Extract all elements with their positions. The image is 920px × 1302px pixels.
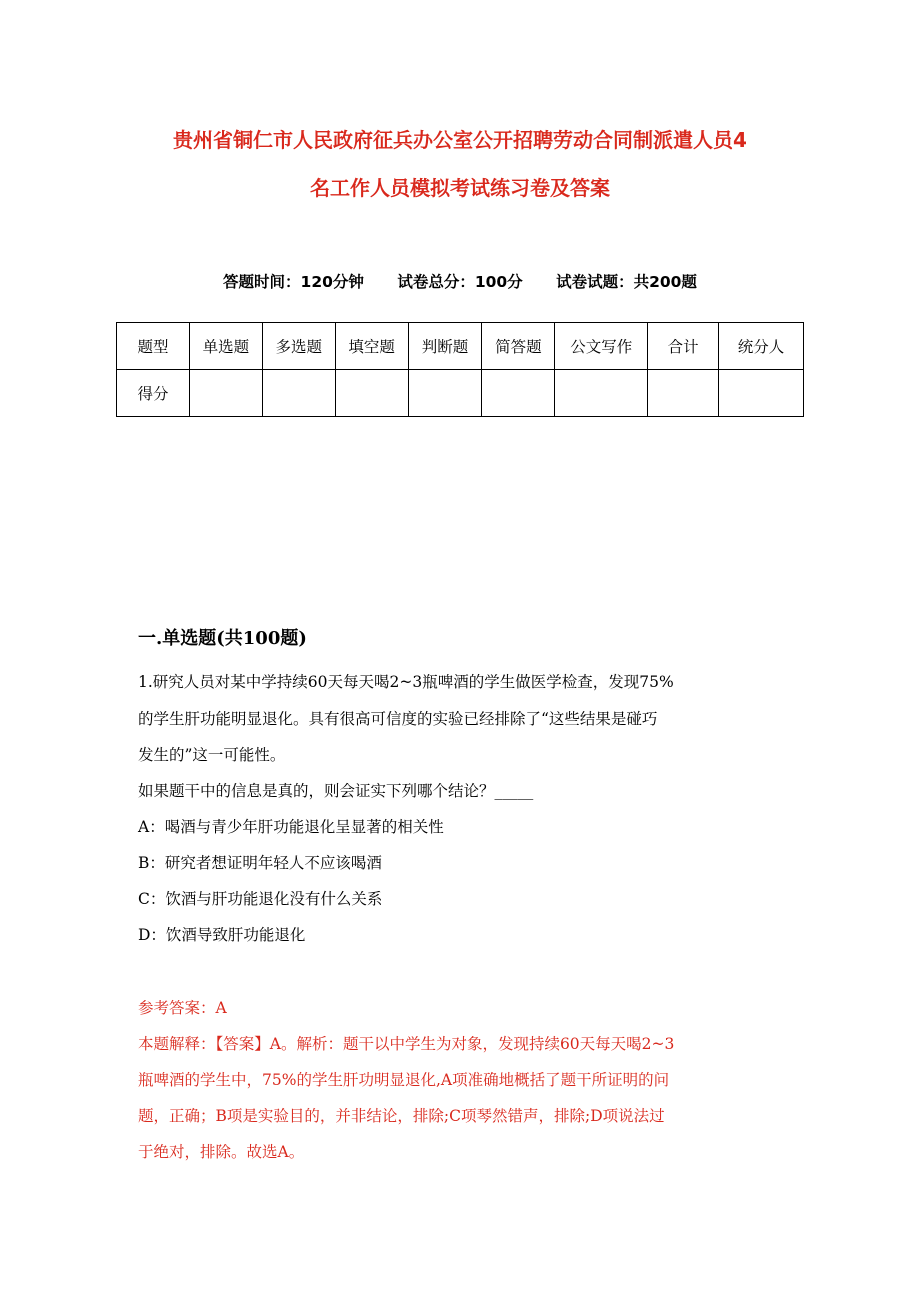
score-table-header-row: [117, 323, 804, 370]
question-stem-line: 如果题干中的信息是真的，则会证实下列哪个结论？_____: [138, 782, 534, 800]
section-heading: 一.单选题(共100题): [138, 628, 307, 649]
score-cell: [555, 370, 648, 417]
score-table-header: 多选题: [262, 323, 335, 370]
score-cell: [408, 370, 482, 417]
score-table-header: 单选题: [189, 323, 262, 370]
score-table-header: 填空题: [335, 323, 408, 370]
exam-total-score: 试卷总分：100分: [397, 273, 523, 291]
score-table-header: 统分人: [719, 323, 804, 370]
score-cell: [262, 370, 335, 417]
score-cell: [482, 370, 555, 417]
question-stem-line: 1.研究人员对某中学持续60天每天喝2~3瓶啤酒的学生做医学检查，发现75%: [138, 673, 674, 691]
reference-answer: 参考答案：A: [138, 999, 227, 1017]
exam-time: 答题时间：120分钟: [223, 273, 364, 291]
score-cell: [719, 370, 804, 417]
option-d: D：饮酒导致肝功能退化: [138, 926, 306, 944]
option-b: B：研究者想证明年轻人不应该喝酒: [138, 854, 382, 872]
score-cell: [335, 370, 408, 417]
score-table-header: 简答题: [482, 323, 555, 370]
document-title-line-1: 贵州省铜仁市人民政府征兵办公室公开招聘劳动合同制派遣人员4: [173, 128, 747, 152]
score-table-header: 判断题: [408, 323, 482, 370]
option-c: C：饮酒与肝功能退化没有什么关系: [138, 890, 383, 908]
question-stem-line: 的学生肝功能明显退化。具有很高可信度的实验已经排除了“这些结果是碰巧: [138, 710, 658, 728]
exam-total-questions: 试卷试题：共200题: [556, 273, 697, 291]
score-cell: [648, 370, 719, 417]
score-table-header: 合计: [648, 323, 719, 370]
score-table-header: 题型: [117, 323, 190, 370]
exam-meta: [0, 270, 920, 292]
score-table-header: 公文写作: [555, 323, 648, 370]
score-table-score-row: [117, 370, 804, 417]
document-title-line-2: 名工作人员模拟考试练习卷及答案: [310, 176, 610, 200]
score-row-label: 得分: [117, 370, 190, 417]
score-table: [116, 322, 804, 417]
question-stem-line: 发生的”这一可能性。: [138, 746, 286, 764]
explanation-line: 本题解释：【答案】A。解析：题干以中学生为对象，发现持续60天每天喝2~3: [138, 1035, 675, 1053]
option-a: A：喝酒与青少年肝功能退化呈显著的相关性: [138, 818, 444, 836]
explanation-line: 于绝对，排除。故选A。: [138, 1143, 305, 1161]
explanation-line: 瓶啤酒的学生中，75%的学生肝功明显退化,A项准确地概括了题干所证明的问: [138, 1071, 670, 1089]
explanation-line: 题，正确；B项是实验目的，并非结论，排除;C项琴然错声，排除;D项说法过: [138, 1107, 665, 1125]
score-cell: [189, 370, 262, 417]
